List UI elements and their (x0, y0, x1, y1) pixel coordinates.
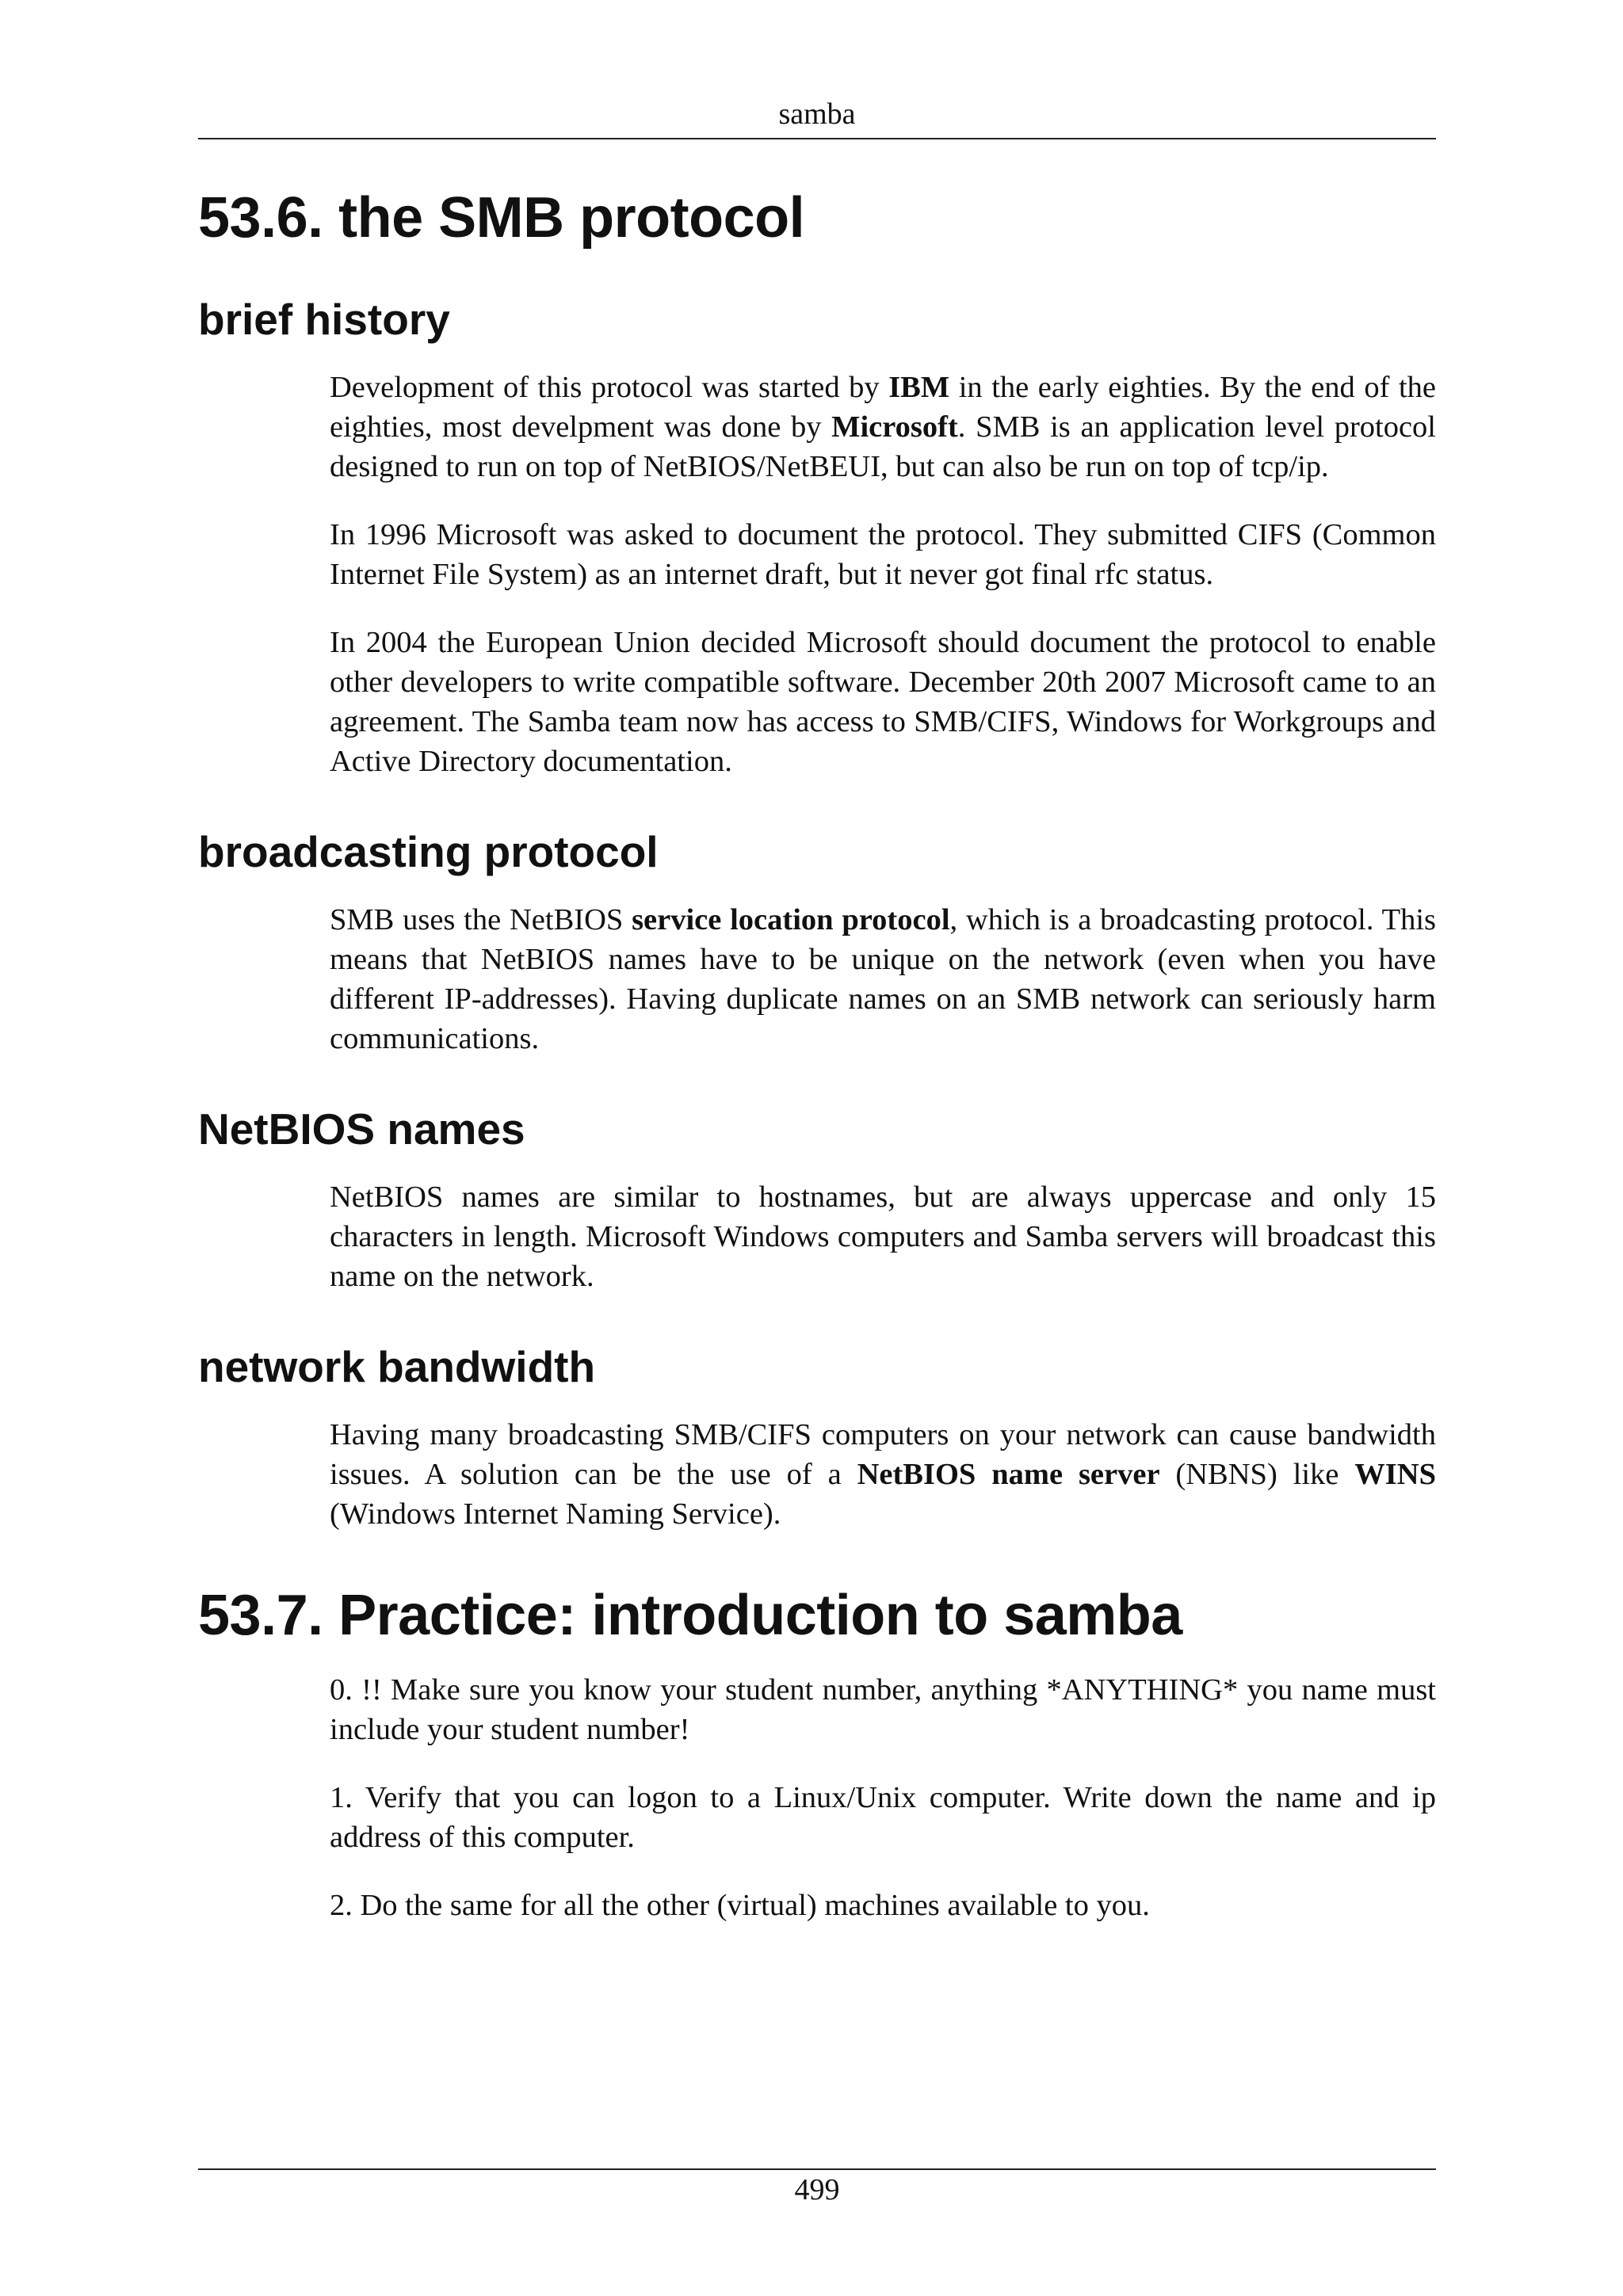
page-content (198, 184, 1436, 1925)
text-run: Having many broadcasting SMB/CIFS computers on your network can cause bandwidth issues. A solution can be the use of a (330, 1418, 1436, 1491)
paragraph-history-1 (330, 368, 1436, 486)
text-run: Development of this protocol was started by (330, 371, 889, 404)
header-rule (198, 138, 1436, 139)
bold-term-ibm: IBM (888, 371, 950, 404)
practice-item-0: 0. !! Make sure you know your student number, anything *ANYTHING* you name must include your student number! (330, 1673, 1436, 1746)
practice-item-2: 2. Do the same for all the other (virtual) machines available to you. (330, 1889, 1150, 1922)
bold-term-netbios-name-server: NetBIOS name server (857, 1458, 1160, 1491)
text-run: (Windows Internet Naming Service). (330, 1497, 781, 1531)
paragraph-bandwidth (330, 1415, 1436, 1534)
text-run: in the early eighties. By the end of the eighties, most develpment was done by (330, 371, 1436, 444)
text-run: , which is a broadcasting protocol. This means that NetBIOS names have to be unique on the network (even when you have different IP-addresses). Having duplicate names on an SMB network can seriously harm communications. (330, 903, 1437, 1055)
bold-term-microsoft: Microsoft (831, 410, 958, 444)
paragraph-netbios-names: NetBIOS names are similar to hostnames, but are always uppercase and only 15 characters in length. Microsoft Windows computers and Samba servers will broadcast this name on the network. (330, 1180, 1436, 1293)
running-header: samba (778, 97, 856, 131)
paragraph-history-3: In 2004 the European Union decided Microsoft should document the protocol to enable other developers to write compatible software. December 20th 2007 Microsoft came to an agreement. The Samba team now has access to SMB/CIFS, Windows for Workgroups and Active Directory documentation. (330, 626, 1436, 778)
heading-network-bandwidth: network bandwidth (198, 1342, 596, 1391)
section-title-practice: 53.7. Practice: introduction to samba (198, 1584, 1182, 1647)
document-page (198, 0, 1436, 2296)
heading-netbios-names: NetBIOS names (198, 1104, 525, 1154)
paragraph-broadcasting (330, 900, 1436, 1058)
heading-broadcasting-protocol: broadcasting protocol (198, 827, 659, 876)
practice-item-1: 1. Verify that you can logon to a Linux/Unix computer. Write down the name and ip address of this computer. (330, 1781, 1436, 1854)
paragraph-history-2: In 1996 Microsoft was asked to document the protocol. They submitted CIFS (Common Internet File System) as an internet draft, but it never got final rfc status. (330, 518, 1436, 591)
text-run: . SMB is an application level protocol designed to run on top of NetBIOS/NetBEUI, but can also be run on top of tcp/ip. (330, 410, 1436, 483)
text-run: SMB uses the NetBIOS (330, 903, 632, 936)
page-number: 499 (794, 2173, 840, 2206)
bold-term-service-location-protocol: service location protocol (632, 903, 950, 936)
text-run: (NBNS) like (1159, 1458, 1355, 1491)
heading-brief-history: brief history (198, 295, 450, 344)
section-title-smb-protocol: 53.6. the SMB protocol (198, 186, 805, 250)
bold-term-wins: WINS (1354, 1458, 1436, 1491)
